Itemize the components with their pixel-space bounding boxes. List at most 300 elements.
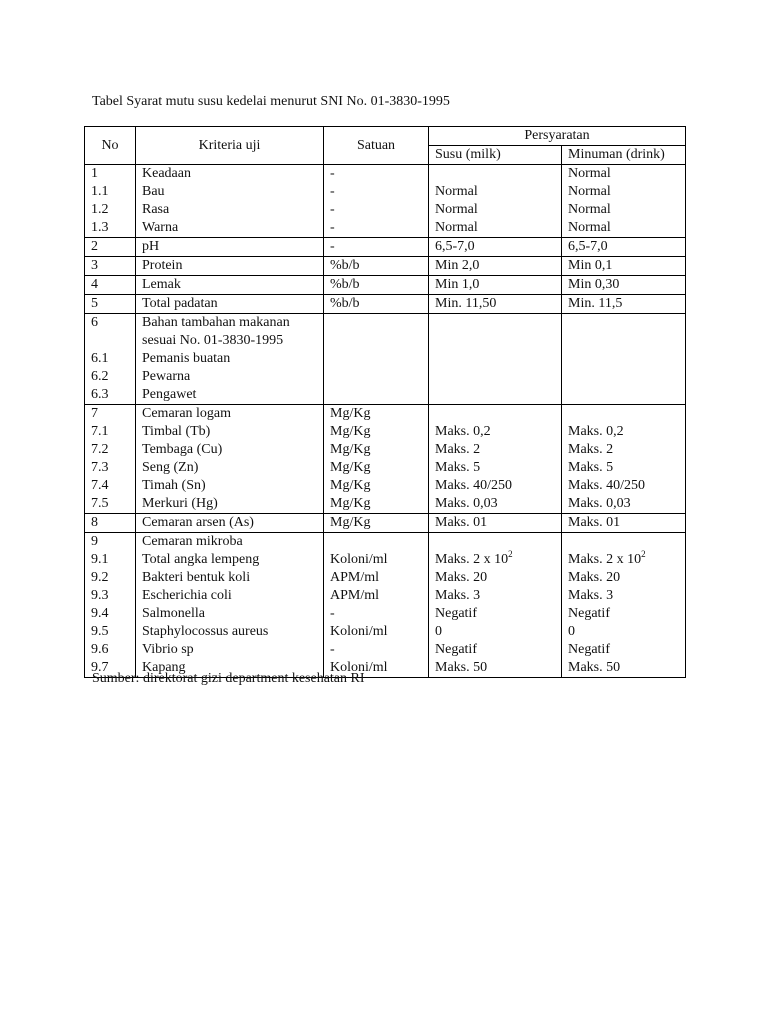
cell-susu-text: Maks. 50 bbox=[435, 660, 488, 675]
cell-minuman bbox=[562, 405, 686, 424]
cell-no-text: 3 bbox=[91, 258, 98, 273]
cell-susu-text: Maks. 0,03 bbox=[435, 496, 498, 511]
cell-susu bbox=[429, 514, 562, 533]
table-row bbox=[85, 183, 686, 201]
cell-susu bbox=[429, 368, 562, 386]
cell-no-text: 4 bbox=[91, 277, 98, 292]
cell-no-text: 7.4 bbox=[91, 478, 109, 493]
cell-susu-text: 0 bbox=[435, 624, 442, 639]
cell-minuman-text: Negatif bbox=[568, 606, 610, 621]
cell-minuman-text: Maks. 2 bbox=[568, 442, 614, 457]
cell-satuan-text: %b/b bbox=[330, 296, 360, 311]
cell-kriteria-uji bbox=[136, 551, 324, 569]
cell-kriteria-uji bbox=[136, 386, 324, 405]
cell-minuman-text: Maks. 20 bbox=[568, 570, 621, 585]
table-row bbox=[85, 368, 686, 386]
cell-no bbox=[85, 219, 136, 238]
cell-no-text: 7.3 bbox=[91, 460, 109, 475]
cell-satuan bbox=[324, 477, 429, 495]
cell-satuan bbox=[324, 314, 429, 333]
cell-susu-text: Maks. 40/250 bbox=[435, 478, 512, 493]
cell-satuan bbox=[324, 533, 429, 552]
cell-satuan bbox=[324, 165, 429, 184]
row-group bbox=[85, 276, 686, 295]
cell-kriteria-uji-text: Pewarna bbox=[142, 369, 191, 384]
cell-satuan-text: Koloni/ml bbox=[330, 624, 388, 639]
table-row bbox=[85, 386, 686, 405]
table-row bbox=[85, 423, 686, 441]
cell-kriteria-uji bbox=[136, 459, 324, 477]
exponent: 2 bbox=[508, 549, 513, 559]
cell-kriteria-uji bbox=[136, 201, 324, 219]
cell-minuman-text: Min 0,1 bbox=[568, 258, 613, 273]
cell-kriteria-uji-text: Lemak bbox=[142, 277, 181, 292]
cell-no bbox=[85, 295, 136, 314]
cell-kriteria-uji bbox=[136, 423, 324, 441]
header-kriteria-uji: Kriteria uji bbox=[136, 127, 324, 165]
cell-minuman bbox=[562, 332, 686, 350]
cell-satuan bbox=[324, 641, 429, 659]
cell-satuan-text: Mg/Kg bbox=[330, 460, 371, 475]
cell-satuan bbox=[324, 514, 429, 533]
cell-satuan-text: - bbox=[330, 239, 335, 254]
cell-minuman-text: Maks. 40/250 bbox=[568, 478, 645, 493]
cell-kriteria-uji bbox=[136, 441, 324, 459]
cell-no bbox=[85, 641, 136, 659]
cell-no-text: 6.3 bbox=[91, 387, 109, 402]
cell-minuman bbox=[562, 569, 686, 587]
cell-minuman bbox=[562, 587, 686, 605]
cell-no-text: 6 bbox=[91, 315, 98, 330]
cell-no bbox=[85, 238, 136, 257]
cell-minuman bbox=[562, 659, 686, 678]
cell-minuman bbox=[562, 459, 686, 477]
cell-susu bbox=[429, 477, 562, 495]
cell-susu bbox=[429, 623, 562, 641]
cell-susu-text: Min 1,0 bbox=[435, 277, 480, 292]
cell-kriteria-uji-text: Total padatan bbox=[142, 296, 218, 311]
cell-minuman-text: Maks. 2 x 10 bbox=[568, 552, 642, 567]
cell-susu bbox=[429, 405, 562, 424]
cell-no-text: 7 bbox=[91, 406, 98, 421]
cell-satuan bbox=[324, 368, 429, 386]
cell-no-text: 9.7 bbox=[91, 660, 109, 675]
row-group bbox=[85, 238, 686, 257]
table-row bbox=[85, 257, 686, 276]
cell-susu bbox=[429, 605, 562, 623]
cell-minuman bbox=[562, 165, 686, 184]
cell-kriteria-uji-text: Merkuri (Hg) bbox=[142, 496, 218, 511]
table-row bbox=[85, 165, 686, 184]
cell-minuman bbox=[562, 495, 686, 514]
cell-susu bbox=[429, 587, 562, 605]
cell-no bbox=[85, 276, 136, 295]
cell-kriteria-uji-text: Tembaga (Cu) bbox=[142, 442, 223, 457]
cell-minuman bbox=[562, 551, 686, 569]
cell-no bbox=[85, 201, 136, 219]
cell-kriteria-uji bbox=[136, 350, 324, 368]
cell-kriteria-uji-text: Cemaran logam bbox=[142, 406, 232, 421]
table-row bbox=[85, 201, 686, 219]
cell-minuman bbox=[562, 183, 686, 201]
cell-minuman-text: Maks. 0,2 bbox=[568, 424, 624, 439]
cell-satuan bbox=[324, 495, 429, 514]
row-group bbox=[85, 405, 686, 514]
cell-minuman bbox=[562, 386, 686, 405]
cell-satuan bbox=[324, 551, 429, 569]
table-row bbox=[85, 477, 686, 495]
cell-kriteria-uji-text: Rasa bbox=[142, 202, 170, 217]
cell-kriteria-uji bbox=[136, 533, 324, 552]
cell-kriteria-uji bbox=[136, 623, 324, 641]
cell-minuman-text: Negatif bbox=[568, 642, 610, 657]
cell-satuan bbox=[324, 423, 429, 441]
cell-kriteria-uji-text: Vibrio sp bbox=[142, 642, 194, 657]
cell-kriteria-uji bbox=[136, 605, 324, 623]
cell-satuan bbox=[324, 257, 429, 276]
table-row bbox=[85, 314, 686, 333]
table-row bbox=[85, 514, 686, 533]
cell-satuan bbox=[324, 219, 429, 238]
cell-minuman bbox=[562, 314, 686, 333]
cell-susu bbox=[429, 459, 562, 477]
table-row bbox=[85, 533, 686, 552]
cell-susu-text: Negatif bbox=[435, 606, 477, 621]
cell-susu bbox=[429, 257, 562, 276]
table-row bbox=[85, 295, 686, 314]
row-group bbox=[85, 533, 686, 678]
cell-kriteria-uji bbox=[136, 295, 324, 314]
cell-susu-text: Min. 11,50 bbox=[435, 296, 497, 311]
cell-no bbox=[85, 587, 136, 605]
cell-no bbox=[85, 405, 136, 424]
cell-satuan-text: Koloni/ml bbox=[330, 552, 388, 567]
cell-no bbox=[85, 332, 136, 350]
cell-no bbox=[85, 495, 136, 514]
cell-satuan bbox=[324, 459, 429, 477]
cell-kriteria-uji bbox=[136, 314, 324, 333]
cell-kriteria-uji-text: Protein bbox=[142, 258, 183, 273]
table-header bbox=[85, 127, 686, 165]
exponent: 2 bbox=[641, 549, 646, 559]
cell-susu bbox=[429, 165, 562, 184]
cell-minuman-text: Min 0,30 bbox=[568, 277, 620, 292]
cell-no-text: 9.3 bbox=[91, 588, 109, 603]
cell-no-text: 9 bbox=[91, 534, 98, 549]
cell-satuan-text: Mg/Kg bbox=[330, 496, 371, 511]
cell-minuman-text: Normal bbox=[568, 184, 611, 199]
quality-requirements-table bbox=[84, 126, 686, 678]
table-row bbox=[85, 641, 686, 659]
cell-no bbox=[85, 386, 136, 405]
table-title: Tabel Syarat mutu susu kedelai menurut SNI No. 01-3830-1995 bbox=[92, 94, 450, 109]
cell-kriteria-uji-text: Staphylocossus aureus bbox=[142, 624, 269, 639]
cell-kriteria-uji-text: sesuai No. 01-3830-1995 bbox=[142, 333, 284, 348]
cell-kriteria-uji bbox=[136, 276, 324, 295]
cell-minuman-text: 0 bbox=[568, 624, 575, 639]
table-row bbox=[85, 495, 686, 514]
cell-kriteria-uji-text: Salmonella bbox=[142, 606, 205, 621]
cell-susu bbox=[429, 533, 562, 552]
row-group bbox=[85, 165, 686, 238]
cell-minuman-text: Normal bbox=[568, 220, 611, 235]
cell-minuman-text: Normal bbox=[568, 202, 611, 217]
cell-no-text: 2 bbox=[91, 239, 98, 254]
cell-minuman bbox=[562, 350, 686, 368]
cell-no bbox=[85, 165, 136, 184]
header-persyaratan: Persyaratan bbox=[429, 127, 686, 146]
cell-no-text: 1 bbox=[91, 166, 98, 181]
cell-minuman bbox=[562, 441, 686, 459]
cell-kriteria-uji-text: Pengawet bbox=[142, 387, 197, 402]
cell-satuan-text: %b/b bbox=[330, 277, 360, 292]
cell-no bbox=[85, 477, 136, 495]
cell-kriteria-uji-text: Keadaan bbox=[142, 166, 191, 181]
cell-no-text: 7.1 bbox=[91, 424, 109, 439]
cell-minuman bbox=[562, 605, 686, 623]
cell-no-text: 9.2 bbox=[91, 570, 109, 585]
cell-kriteria-uji-text: Bahan tambahan makanan bbox=[142, 315, 290, 330]
cell-satuan-text: - bbox=[330, 606, 335, 621]
table-row bbox=[85, 238, 686, 257]
cell-minuman bbox=[562, 368, 686, 386]
cell-minuman-text: Maks. 5 bbox=[568, 460, 614, 475]
cell-kriteria-uji bbox=[136, 219, 324, 238]
cell-satuan bbox=[324, 623, 429, 641]
cell-kriteria-uji bbox=[136, 569, 324, 587]
cell-satuan-text: %b/b bbox=[330, 258, 360, 273]
cell-susu-text: Maks. 20 bbox=[435, 570, 488, 585]
cell-susu bbox=[429, 641, 562, 659]
row-group bbox=[85, 514, 686, 533]
cell-minuman-text: Min. 11,5 bbox=[568, 296, 623, 311]
cell-susu-text: Maks. 2 x 10 bbox=[435, 552, 509, 567]
cell-satuan-text: Mg/Kg bbox=[330, 515, 371, 530]
header-minuman-drink: Minuman (drink) bbox=[562, 146, 686, 165]
cell-kriteria-uji bbox=[136, 238, 324, 257]
cell-susu-text: Maks. 0,2 bbox=[435, 424, 491, 439]
table-row bbox=[85, 276, 686, 295]
cell-minuman bbox=[562, 477, 686, 495]
cell-kriteria-uji bbox=[136, 332, 324, 350]
cell-minuman bbox=[562, 623, 686, 641]
table-row bbox=[85, 623, 686, 641]
cell-satuan bbox=[324, 386, 429, 405]
cell-susu-text: Maks. 3 bbox=[435, 588, 481, 603]
cell-satuan-text: - bbox=[330, 166, 335, 181]
table-row bbox=[85, 350, 686, 368]
cell-susu bbox=[429, 350, 562, 368]
cell-no bbox=[85, 257, 136, 276]
cell-kriteria-uji-text: Cemaran mikroba bbox=[142, 534, 243, 549]
cell-minuman-text: Normal bbox=[568, 166, 611, 181]
table-row bbox=[85, 405, 686, 424]
cell-satuan bbox=[324, 405, 429, 424]
cell-minuman-text: Maks. 0,03 bbox=[568, 496, 631, 511]
cell-satuan bbox=[324, 350, 429, 368]
cell-kriteria-uji-text: Timbal (Tb) bbox=[142, 424, 211, 439]
cell-satuan bbox=[324, 332, 429, 350]
cell-satuan-text: APM/ml bbox=[330, 588, 380, 603]
cell-susu bbox=[429, 219, 562, 238]
cell-susu bbox=[429, 569, 562, 587]
cell-satuan-text: - bbox=[330, 184, 335, 199]
cell-susu-text: 6,5-7,0 bbox=[435, 239, 475, 254]
cell-susu bbox=[429, 495, 562, 514]
cell-susu bbox=[429, 423, 562, 441]
cell-susu bbox=[429, 238, 562, 257]
cell-susu-text: Maks. 2 bbox=[435, 442, 481, 457]
cell-minuman bbox=[562, 201, 686, 219]
cell-minuman bbox=[562, 641, 686, 659]
cell-satuan bbox=[324, 569, 429, 587]
cell-minuman-text: Maks. 3 bbox=[568, 588, 614, 603]
cell-susu bbox=[429, 386, 562, 405]
cell-minuman bbox=[562, 533, 686, 552]
cell-satuan-text: Mg/Kg bbox=[330, 406, 371, 421]
cell-minuman bbox=[562, 257, 686, 276]
cell-susu bbox=[429, 276, 562, 295]
cell-no-text: 1.1 bbox=[91, 184, 109, 199]
cell-no-text: 7.2 bbox=[91, 442, 109, 457]
cell-no-text: 9.1 bbox=[91, 552, 109, 567]
cell-no bbox=[85, 368, 136, 386]
cell-susu-text: Normal bbox=[435, 220, 478, 235]
row-group bbox=[85, 295, 686, 314]
cell-kriteria-uji bbox=[136, 165, 324, 184]
cell-kriteria-uji-text: Timah (Sn) bbox=[142, 478, 206, 493]
table-row bbox=[85, 459, 686, 477]
cell-minuman bbox=[562, 276, 686, 295]
cell-satuan-text: - bbox=[330, 220, 335, 235]
table-row bbox=[85, 569, 686, 587]
cell-satuan-text: - bbox=[330, 202, 335, 217]
cell-susu bbox=[429, 659, 562, 678]
cell-kriteria-uji-text: Seng (Zn) bbox=[142, 460, 199, 475]
cell-satuan-text: Mg/Kg bbox=[330, 442, 371, 457]
row-group bbox=[85, 257, 686, 276]
cell-minuman bbox=[562, 514, 686, 533]
cell-no bbox=[85, 569, 136, 587]
cell-satuan bbox=[324, 183, 429, 201]
cell-susu-text: Normal bbox=[435, 202, 478, 217]
cell-satuan bbox=[324, 201, 429, 219]
cell-no-text: 9.5 bbox=[91, 624, 109, 639]
cell-no-text: 9.6 bbox=[91, 642, 109, 657]
cell-minuman bbox=[562, 238, 686, 257]
cell-susu bbox=[429, 551, 562, 569]
table-row bbox=[85, 441, 686, 459]
cell-no bbox=[85, 314, 136, 333]
cell-kriteria-uji bbox=[136, 183, 324, 201]
cell-kriteria-uji bbox=[136, 257, 324, 276]
cell-minuman-text: Maks. 50 bbox=[568, 660, 621, 675]
cell-minuman bbox=[562, 295, 686, 314]
cell-no bbox=[85, 551, 136, 569]
cell-no-text: 5 bbox=[91, 296, 98, 311]
row-group bbox=[85, 314, 686, 405]
cell-susu-text: Maks. 01 bbox=[435, 515, 488, 530]
cell-satuan-text: Mg/Kg bbox=[330, 424, 371, 439]
cell-minuman bbox=[562, 423, 686, 441]
cell-no-text: 1.3 bbox=[91, 220, 109, 235]
cell-satuan-text: Koloni/ml bbox=[330, 660, 388, 675]
cell-minuman-text: Maks. 01 bbox=[568, 515, 621, 530]
cell-kriteria-uji-text: Bakteri bentuk koli bbox=[142, 570, 251, 585]
cell-kriteria-uji bbox=[136, 477, 324, 495]
cell-kriteria-uji-text: Cemaran arsen (As) bbox=[142, 515, 254, 530]
table-row bbox=[85, 605, 686, 623]
header-satuan: Satuan bbox=[324, 127, 429, 165]
cell-satuan bbox=[324, 295, 429, 314]
table-row bbox=[85, 587, 686, 605]
cell-susu bbox=[429, 201, 562, 219]
cell-kriteria-uji bbox=[136, 587, 324, 605]
cell-kriteria-uji-text: Bau bbox=[142, 184, 165, 199]
cell-kriteria-uji bbox=[136, 368, 324, 386]
cell-no-text: 1.2 bbox=[91, 202, 109, 217]
cell-satuan-text: Mg/Kg bbox=[330, 478, 371, 493]
cell-susu-text: Min 2,0 bbox=[435, 258, 480, 273]
cell-satuan bbox=[324, 605, 429, 623]
cell-no bbox=[85, 623, 136, 641]
cell-kriteria-uji-text: Pemanis buatan bbox=[142, 351, 231, 366]
cell-no bbox=[85, 605, 136, 623]
header-susu-milk: Susu (milk) bbox=[429, 146, 562, 165]
cell-kriteria-uji bbox=[136, 514, 324, 533]
cell-satuan-text: - bbox=[330, 642, 335, 657]
cell-susu bbox=[429, 183, 562, 201]
cell-kriteria-uji-text: pH bbox=[142, 239, 160, 254]
header-no: No bbox=[85, 127, 136, 165]
cell-satuan bbox=[324, 276, 429, 295]
cell-kriteria-uji bbox=[136, 641, 324, 659]
cell-susu bbox=[429, 441, 562, 459]
cell-no-text: 9.4 bbox=[91, 606, 109, 621]
cell-no bbox=[85, 441, 136, 459]
cell-satuan bbox=[324, 238, 429, 257]
cell-no bbox=[85, 423, 136, 441]
cell-no bbox=[85, 514, 136, 533]
cell-minuman bbox=[562, 219, 686, 238]
cell-no-text: 8 bbox=[91, 515, 98, 530]
cell-no bbox=[85, 350, 136, 368]
cell-satuan-text: APM/ml bbox=[330, 570, 380, 585]
cell-no bbox=[85, 459, 136, 477]
cell-no-text: 7.5 bbox=[91, 496, 109, 511]
cell-kriteria-uji-text: Escherichia coli bbox=[142, 588, 232, 603]
cell-susu-text: Maks. 5 bbox=[435, 460, 481, 475]
cell-satuan bbox=[324, 441, 429, 459]
cell-susu-text: Normal bbox=[435, 184, 478, 199]
table-row bbox=[85, 219, 686, 238]
table-source-note: Sumber: direktorat gizi department kesehatan RI bbox=[92, 671, 365, 686]
cell-susu bbox=[429, 314, 562, 333]
cell-no bbox=[85, 183, 136, 201]
cell-kriteria-uji-text: Kapang bbox=[142, 660, 186, 675]
cell-kriteria-uji-text: Warna bbox=[142, 220, 179, 235]
cell-no-text: 6.2 bbox=[91, 369, 109, 384]
cell-satuan bbox=[324, 587, 429, 605]
cell-susu-text: Negatif bbox=[435, 642, 477, 657]
cell-no-text: 6.1 bbox=[91, 351, 109, 366]
table-row bbox=[85, 551, 686, 569]
cell-kriteria-uji bbox=[136, 405, 324, 424]
table-row bbox=[85, 332, 686, 350]
cell-minuman-text: 6,5-7,0 bbox=[568, 239, 608, 254]
cell-susu bbox=[429, 332, 562, 350]
cell-susu bbox=[429, 295, 562, 314]
